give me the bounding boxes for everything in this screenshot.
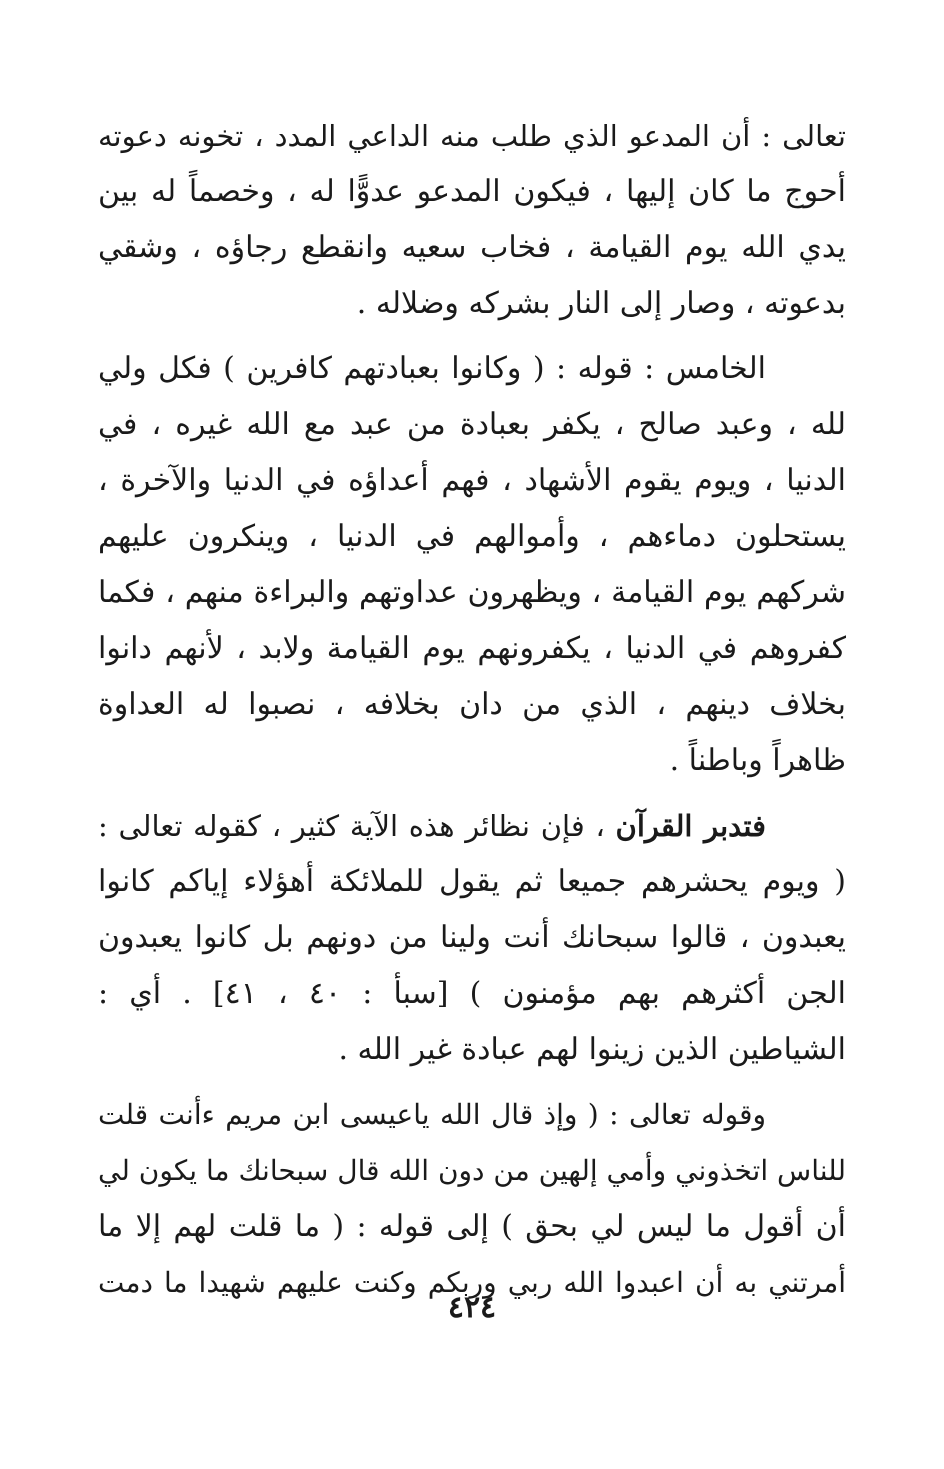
text-line: لله ، وعبد صالح ، يكفر بعبادة من عبد مع الله غيره ، في: [98, 407, 846, 442]
text-line: يعبدون ، قالوا سبحانك أنت ولينا من دونهم بل كانوا يعبدون: [98, 920, 846, 955]
text-line: بخلاف دينهم ، الذي من دان بخلافه ، نصبوا له العداوة: [98, 687, 846, 722]
text-line: ظاهراً وباطناً .: [669, 743, 846, 778]
text-line: الشياطين الذين زينوا لهم عبادة غير الله .: [338, 1032, 846, 1067]
paragraph-4: [98, 1087, 846, 1311]
page-number: ٤٢٤: [447, 1290, 497, 1325]
line-rest: ، فإن نظائر هذه الآية كثير ، كقوله تعالى :: [98, 809, 616, 843]
page-body: [98, 108, 846, 1320]
paragraph-3: [98, 798, 846, 1078]
text-line: [98, 798, 846, 854]
bold-phrase: فتدبر القرآن: [615, 809, 766, 843]
text-line: تعالى : أن المدعو الذي طلب منه الداعي المدد ، تخونه دعوته: [98, 119, 846, 153]
text-line: أحوج ما كان إليها ، فيكون المدعو عدوًّا له ، وخصماً له بين: [98, 174, 846, 209]
text-line: كفروهم في الدنيا ، يكفرونهم يوم القيامة ولابد ، لأنهم دانوا: [98, 631, 846, 666]
text-line: أن أقول ما ليس لي بحق ) إلى قوله : ( ما قلت لهم إلا ما: [98, 1209, 846, 1244]
text-line: يدي الله يوم القيامة ، فخاب سعيه وانقطع رجاؤه ، وشقي: [98, 230, 846, 265]
text-line: ( ويوم يحشرهم جميعا ثم يقول للملائكة أهؤلاء إياكم كانوا: [98, 864, 846, 899]
paragraph-1: [98, 108, 846, 332]
text-line: يستحلون دماءهم ، وأموالهم في الدنيا ، وينكرون عليهم: [98, 519, 846, 554]
text-line: للناس اتخذوني وأمي إلهين من دون الله قال سبحانك ما يكون لي: [98, 1154, 846, 1187]
text-line: وقوله تعالى : ( وإذ قال الله ياعيسى ابن مريم ءأنت قلت: [98, 1098, 766, 1131]
text-line: الدنيا ، ويوم يقوم الأشهاد ، فهم أعداؤه في الدنيا والآخرة ،: [98, 463, 846, 498]
text-line: الجن أكثرهم بهم مؤمنون ) [سبأ : ٤٠ ، ٤١] . أي :: [98, 976, 846, 1011]
text-line: أمرتني به أن اعبدوا الله ربي وربكم وكنت عليهم شهيدا ما دمت: [98, 1266, 846, 1299]
paragraph-2: [98, 341, 846, 789]
text-line: شركهم يوم القيامة ، ويظهرون عداوتهم والبراءة منهم ، فكما: [98, 575, 846, 610]
text-line: الخامس : قوله : ( وكانوا بعبادتهم كافرين ) فكل ولي: [98, 351, 766, 386]
text-line: بدعوته ، وصار إلى النار بشركه وضلاله .: [356, 286, 846, 321]
